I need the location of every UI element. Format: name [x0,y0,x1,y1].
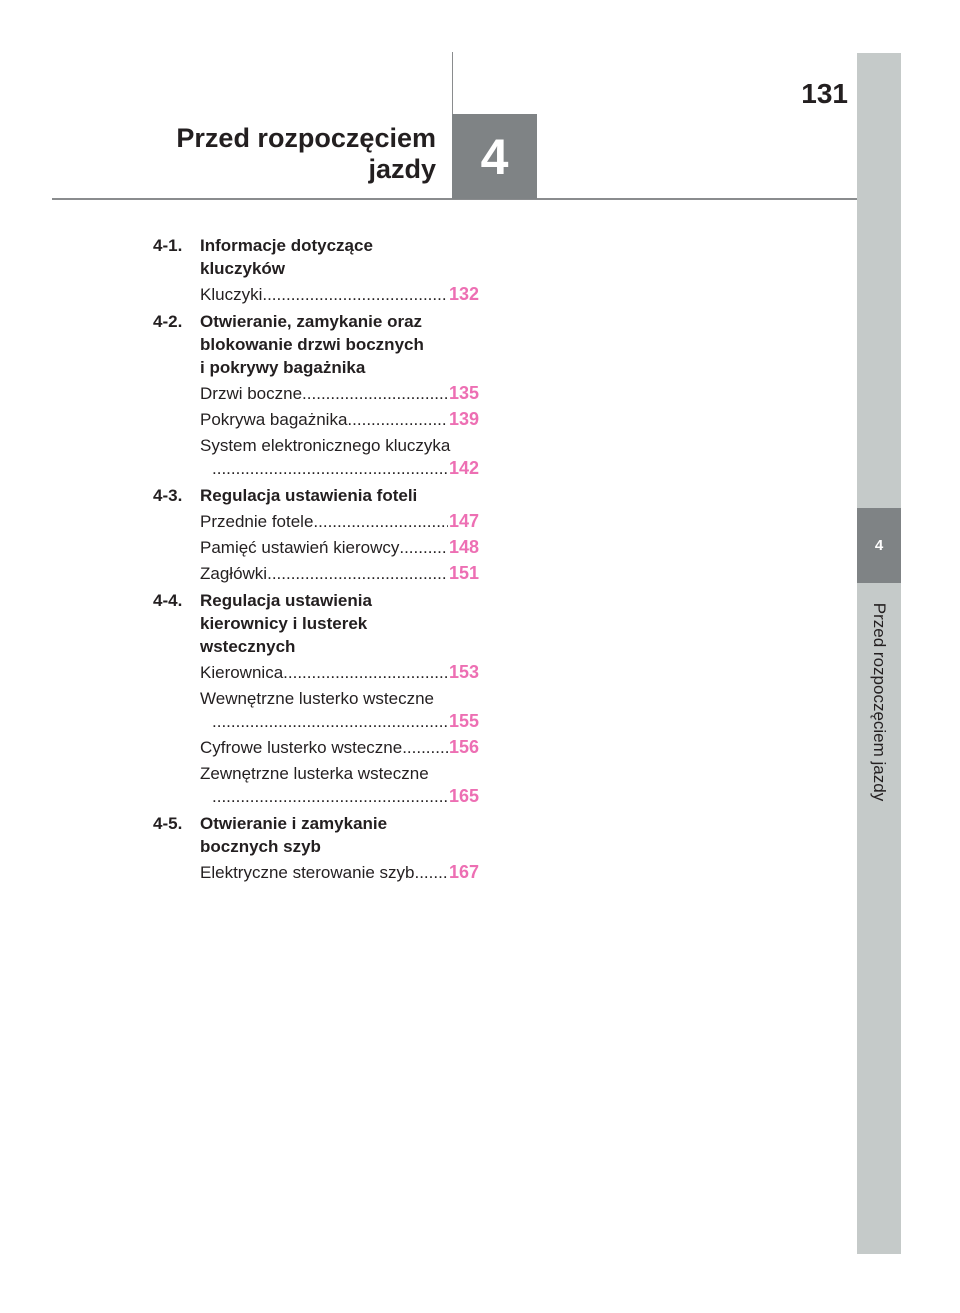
toc-entry[interactable] [200,762,479,808]
toc-dot-leader [283,661,448,684]
toc-dot-leader [212,785,448,808]
toc-entry[interactable] [200,382,479,405]
toc-dot-leader [267,562,448,585]
toc-section [153,310,479,480]
toc-dot-leader [399,536,448,559]
toc-entry[interactable] [200,283,479,306]
toc-entry-title: Wewnętrzne lusterko wsteczne [200,689,435,708]
toc-entry[interactable] [200,687,479,733]
toc-dot-leader [212,457,448,480]
toc-section-number: 4-1. [153,236,183,255]
toc-section-heading [153,310,479,379]
toc-section-number: 4-3. [153,486,183,505]
toc-page-link[interactable]: 151 [448,563,479,583]
toc-page-link[interactable]: 142 [448,458,479,478]
toc-entry[interactable] [200,510,479,533]
toc-dot-leader [302,382,448,405]
toc-entry-title: Drzwi boczne [200,384,303,403]
toc-section-title: Informacje dotyczące kluczyków [200,236,373,278]
toc-entry-title: System elektronicznego kluczyka [200,436,451,455]
toc-page-link[interactable]: 139 [448,409,479,429]
toc-dot-leader [212,710,448,733]
toc-section-number: 4-2. [153,312,183,331]
toc-entry-title: Pamięć ustawień kierowcy [200,538,400,557]
toc-section-heading [153,234,479,280]
toc-section [153,484,479,585]
toc-section [153,589,479,808]
toc-page-link[interactable]: 156 [448,737,479,757]
side-tab-number[interactable]: 4 [857,508,901,583]
toc-page-link[interactable]: 148 [448,537,479,557]
toc-entry-leader-line [200,785,479,808]
toc-entry-leader-line [200,710,479,733]
toc-section [153,234,479,306]
toc-entry-title: Elektryczne sterowanie szyb [200,863,415,882]
toc-section-heading [153,812,479,858]
toc-entry-title: Kluczyki [200,285,263,304]
toc-entry[interactable] [200,536,479,559]
toc-section-heading [153,484,479,507]
toc-entry-title: Cyfrowe lusterko wsteczne [200,738,403,757]
toc-page-link[interactable]: 155 [448,711,479,731]
toc-page-link[interactable]: 147 [448,511,479,531]
chapter-number-box: 4 [452,114,537,199]
toc-dot-leader [347,408,448,431]
chapter-title-line2: jazdy [368,154,436,184]
toc-section-heading [153,589,479,658]
toc-dot-leader [313,510,448,533]
side-tab-label: Przed rozpoczęciem jazdy [870,602,889,802]
toc-entry[interactable] [200,434,479,480]
toc-section-number: 4-4. [153,591,183,610]
toc-dot-leader [402,736,448,759]
toc-dot-leader [262,283,448,306]
toc-page-link[interactable]: 153 [448,662,479,682]
toc-section-number: 4-5. [153,814,183,833]
toc-section-title: Regulacja ustawienia foteli [200,486,418,505]
toc-page-link[interactable]: 167 [448,862,479,882]
toc-entry-title: Zewnętrzne lusterka wsteczne [200,764,429,783]
toc-page-link[interactable]: 135 [448,383,479,403]
toc-section-title: Otwieranie, zamykanie oraz blokowanie drzwi bocznych i pokrywy bagażnika [200,312,424,377]
toc-entry[interactable] [200,562,479,585]
toc-entry[interactable] [200,408,479,431]
table-of-contents [153,234,479,884]
toc-page-link[interactable]: 132 [448,284,479,304]
toc-section-title: Otwieranie i zamykanie bocznych szyb [200,814,388,856]
toc-section-title: Regulacja ustawienia kierownicy i lusterek wstecznych [200,591,372,656]
page-number: 131 [801,78,848,109]
toc-section [153,812,479,884]
toc-entry-title: Pokrywa bagażnika [200,410,348,429]
toc-entry-leader-line [200,457,479,480]
toc-entry[interactable] [200,736,479,759]
toc-page-link[interactable]: 165 [448,786,479,806]
toc-entry-title: Kierownica [200,663,284,682]
chapter-title-line1: Przed rozpoczęciem [176,123,436,153]
toc-entry[interactable] [200,661,479,684]
chapter-title [36,123,436,185]
toc-entry-title: Przednie fotele [200,512,314,531]
toc-entry[interactable] [200,861,479,884]
toc-entry-title: Zagłówki [200,564,268,583]
toc-dot-leader [414,861,447,884]
